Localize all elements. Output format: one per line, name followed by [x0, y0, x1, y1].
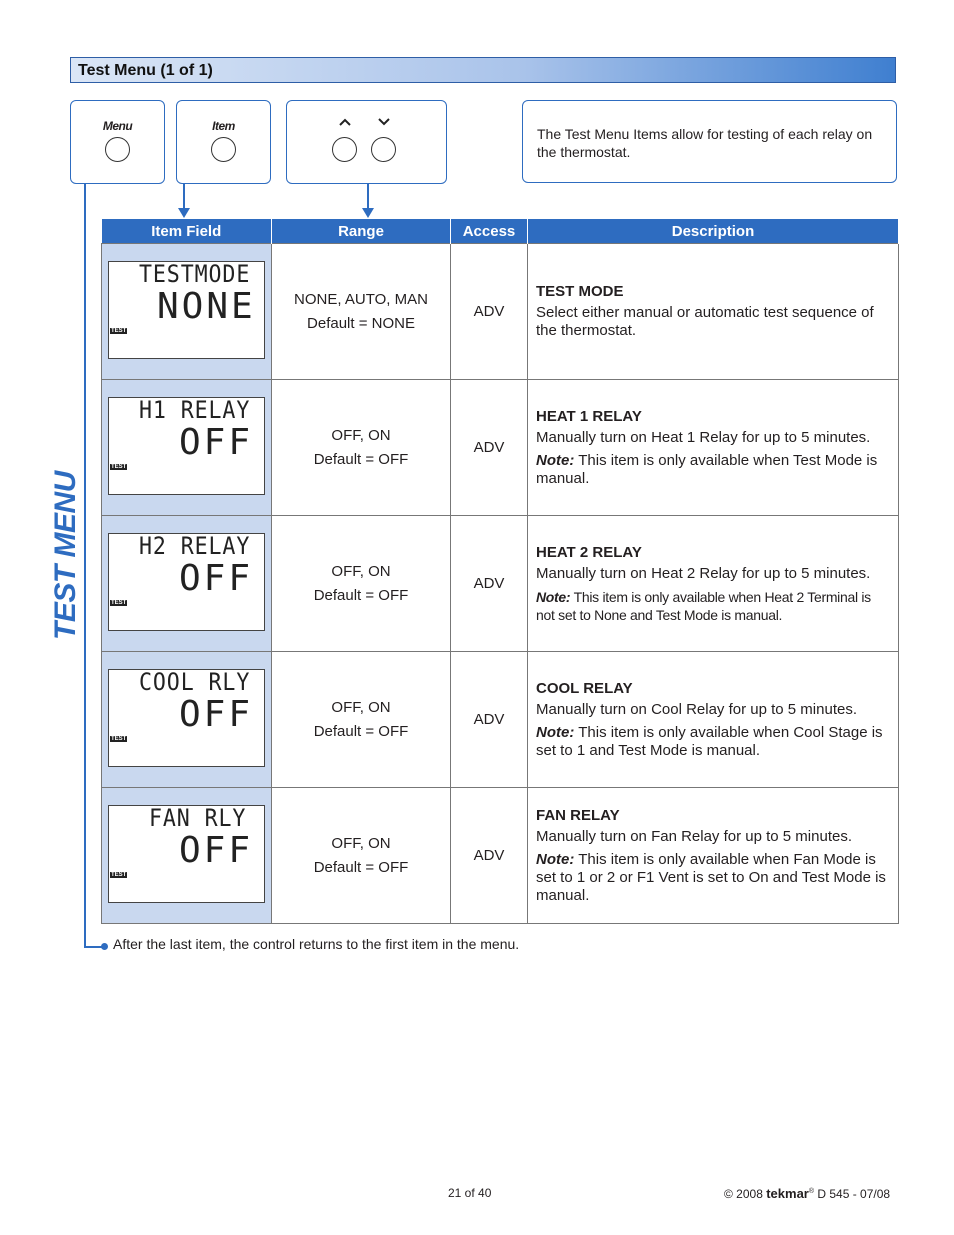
note-text: This item is only available when Heat 2 Terminal is not set to None and Test Mode is manual. [536, 588, 871, 623]
menu-button-label: Menu [102, 119, 133, 133]
menu-connector-return [84, 946, 102, 948]
table-row [102, 652, 899, 788]
range-values: OFF, ON [331, 562, 391, 580]
lcd-line2: NONE [157, 286, 256, 327]
description-text: Manually turn on Heat 1 Relay for up to 5 minutes. [536, 428, 871, 446]
note-text: This item is only available when Fan Mode is set to 1 or 2 or F1 Vent is set to On and Test Mode is manual. [536, 850, 886, 904]
lcd-display [108, 261, 265, 359]
side-title: TEST MENU [49, 471, 82, 640]
lcd-test-tag: TEST [111, 600, 127, 606]
document-code: D 545 - 07/08 [817, 1187, 891, 1201]
range-cell [272, 380, 451, 516]
lcd-display [108, 805, 265, 903]
range-default: Default = OFF [313, 450, 409, 468]
lcd-line1: FAN RLY [149, 804, 247, 832]
footer-copyright-block [724, 1186, 890, 1201]
connector-dot-icon [101, 943, 108, 950]
range-default: Default = OFF [313, 586, 409, 604]
header-access: Access [451, 219, 528, 244]
description-title: HEAT 1 RELAY [536, 407, 642, 425]
item-field-cell [102, 380, 272, 516]
table-row [102, 788, 899, 924]
table-row [102, 244, 899, 380]
description-cell [528, 788, 899, 924]
range-values: OFF, ON [331, 834, 391, 852]
range-cell [272, 516, 451, 652]
note-label: Note: [536, 850, 575, 868]
up-arrow-icon [338, 115, 352, 130]
description-title: FAN RELAY [536, 806, 620, 824]
lcd-line1: COOL RLY [139, 668, 251, 696]
table-row [102, 380, 899, 516]
header-range: Range [272, 219, 451, 244]
footnote: After the last item, the control returns to the first item in the menu. [113, 936, 520, 952]
description-text: Select either manual or automatic test sequence of the thermostat. [536, 304, 874, 339]
lcd-line2: OFF [179, 422, 254, 463]
item-field-cell [102, 652, 272, 788]
item-field-cell [102, 244, 272, 380]
note-text: This item is only available when Test Mode is manual. [536, 451, 878, 487]
description-text: Manually turn on Heat 2 Relay for up to 5 minutes. [536, 564, 871, 582]
lcd-line2: OFF [179, 830, 254, 871]
lcd-display [108, 533, 265, 631]
info-text: The Test Menu Items allow for testing of each relay on the thermostat. [537, 126, 873, 160]
lcd-test-tag: TEST [111, 328, 127, 334]
section-title: Test Menu (1 of 1) [78, 62, 213, 79]
item-field-cell [102, 516, 272, 652]
range-values: OFF, ON [331, 426, 391, 444]
description-cell [528, 380, 899, 516]
description-cell [528, 516, 899, 652]
range-default: Default = OFF [313, 722, 409, 740]
down-arrow-icon [377, 115, 391, 130]
up-down-button-panel [286, 100, 447, 184]
lcd-line1: H2 RELAY [139, 532, 251, 560]
item-button-panel [176, 100, 271, 184]
description-title: TEST MODE [536, 283, 624, 300]
description-text: Manually turn on Cool Relay for up to 5 minutes. [536, 700, 857, 718]
range-values: OFF, ON [331, 698, 391, 716]
lcd-display [108, 397, 265, 495]
description-cell [528, 652, 899, 788]
description-title: HEAT 2 RELAY [536, 543, 642, 561]
range-default: Default = NONE [307, 314, 415, 332]
note-text: This item is only available when Cool Stage is set to 1 and Test Mode is manual. [536, 723, 883, 759]
lcd-line1: TESTMODE [139, 260, 251, 288]
description-note [536, 851, 890, 905]
menu-button-panel [70, 100, 165, 184]
description-note [536, 588, 890, 624]
range-values: NONE, AUTO, MAN [294, 290, 428, 308]
section-header-bar [70, 57, 896, 83]
lcd-test-tag: TEST [111, 736, 127, 742]
info-box [522, 100, 897, 183]
table-row [102, 516, 899, 652]
access-cell: ADV [451, 380, 528, 516]
lcd-line2: OFF [179, 694, 254, 735]
description-note [536, 452, 890, 488]
item-button-label: Item [212, 119, 235, 133]
range-cell [272, 244, 451, 380]
menu-button[interactable] [105, 137, 130, 162]
range-cell [272, 788, 451, 924]
brand-logo: tekmar [766, 1186, 809, 1201]
note-label: Note: [536, 588, 571, 605]
access-cell: ADV [451, 516, 528, 652]
down-button[interactable] [371, 137, 396, 162]
header-description: Description [528, 219, 899, 244]
range-cell [272, 652, 451, 788]
description-note [536, 724, 890, 760]
lcd-test-tag: TEST [111, 464, 127, 470]
item-field-cell [102, 788, 272, 924]
lcd-display [108, 669, 265, 767]
copyright: © 2008 [724, 1187, 763, 1201]
description-cell [528, 244, 899, 380]
access-cell: ADV [451, 244, 528, 380]
note-label: Note: [536, 451, 575, 469]
page-number: 21 of 40 [448, 1186, 492, 1200]
header-item-field: Item Field [102, 219, 272, 244]
menu-connector-line [84, 183, 86, 948]
up-button[interactable] [332, 137, 357, 162]
description-title: COOL RELAY [536, 679, 633, 697]
test-menu-table [101, 219, 899, 924]
lcd-test-tag: TEST [111, 872, 127, 878]
note-label: Note: [536, 723, 575, 741]
lcd-line2: OFF [179, 558, 254, 599]
item-button[interactable] [211, 137, 236, 162]
access-cell: ADV [451, 652, 528, 788]
item-arrow-icon [178, 208, 190, 218]
range-arrow-icon [362, 208, 374, 218]
description-text: Manually turn on Fan Relay for up to 5 minutes. [536, 827, 852, 845]
table-header-row [102, 219, 899, 244]
lcd-line1: H1 RELAY [139, 396, 251, 424]
registered-mark-icon: ® [808, 1188, 815, 1195]
range-default: Default = OFF [313, 858, 409, 876]
access-cell: ADV [451, 788, 528, 924]
